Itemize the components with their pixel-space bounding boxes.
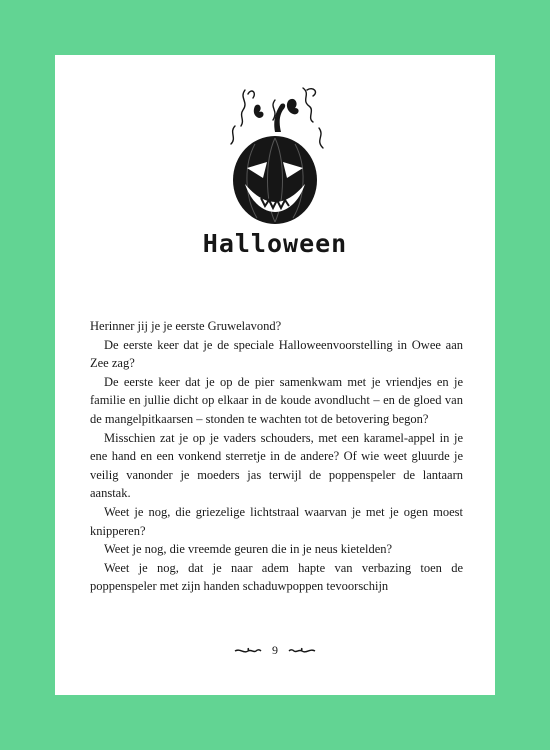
paragraph: Herinner jij je je eerste Gruwelavond?: [90, 319, 282, 333]
paragraph: Weet je nog, die griezelige lichtstraal waarvan je met je ogen moest knipperen?: [90, 504, 463, 538]
chapter-title: Halloween: [202, 229, 348, 258]
paragraph: De eerste keer dat je op de pier samenkwam met je vriendjes en je familie en jullie dicht op elkaar in de koude avondlucht – en de gloed van de mangelpitkaarsen – stonden te wachten tot de betovering begon?: [90, 374, 463, 426]
paragraph: De eerste keer dat je de speciale Halloweenvoorstelling in Owee aan Zee zag?: [90, 337, 463, 371]
paragraph: Weet je nog, die vreemde geuren die in je neus kietelden?: [104, 542, 393, 557]
paragraph: Misschien zat je op je vaders schouders, met een karamel-appel in je ene hand en een vonkend sterretje in de andere? Of wie weet gluurde je veilig vanonder je moeders jas terwijl de poppenspeler de lantaarn aanstak.: [90, 430, 463, 501]
page-footer: [55, 643, 495, 658]
book-page: [55, 55, 495, 695]
page-number: 9: [272, 643, 278, 657]
body-text: [90, 317, 463, 596]
flourish-right-icon: [288, 646, 316, 656]
flourish-left-icon: [234, 646, 262, 656]
jack-o-lantern-icon: [215, 80, 335, 230]
paragraph: Weet je nog, dat je naar adem hapte van verbazing toen de poppenspeler met zijn handen schaduwpoppen tevoorschijn: [90, 560, 463, 594]
